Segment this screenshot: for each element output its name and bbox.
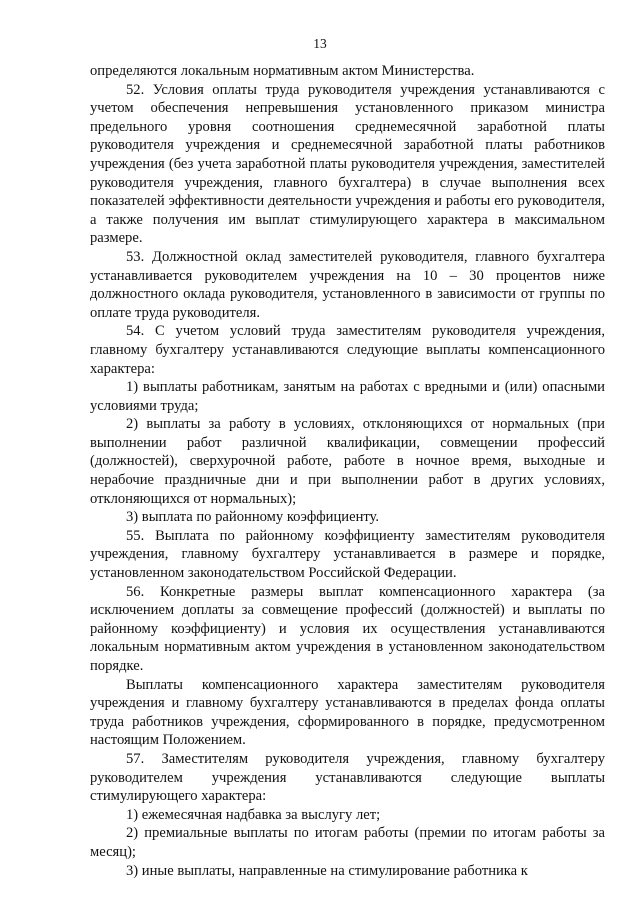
page-number: 13: [313, 36, 327, 51]
paragraph-56: 56. Конкретные размеры выплат компенсационного характера (за исключением доплаты за совмещение профессий (должностей) и выплаты по районному коэффициенту) и условия их осуществления устанавливаются локальным нормативным актом учреждения в установленном законодательством порядке.: [90, 583, 605, 674]
paragraph-52: 52. Условия оплаты труда руководителя учреждения устанавливаются с учетом обеспечения непревышения установленного приказом министра предельного уровня соотношения среднемесячной заработной платы руководителя учреждения и среднемесячной заработной платы работников учреждения (без учета заработной платы руководителя учреждения, заместителей руководителя учреждения, главного бухгалтера) в случае выполнения всех показателей эффективности деятельности учреждения и работы его руководителя, а также получения им выплат стимулирующего характера в максимальном размере.: [90, 81, 605, 247]
paragraph-56-note: Выплаты компенсационного характера заместителям руководителя учреждения и главному бухгалтеру устанавливаются в пределах фонда оплаты труда работников учреждения, сформированного в порядке, предусмотренном настоящим Положением.: [90, 676, 605, 749]
list-item-54-3: 3) выплата по районному коэффициенту.: [126, 509, 380, 526]
paragraph-54: 54. С учетом условий труда заместителям руководителя учреждения, главному бухгалтеру устанавливаются следующие выплаты компенсационного характера:: [90, 323, 605, 377]
paragraph-57: 57. Заместителям руководителя учреждения, главному бухгалтеру руководителем учреждения устанавливаются следующие выплаты стимулирующего характера:: [90, 750, 605, 805]
paragraph-53: 53. Должностной оклад заместителей руководителя, главного бухгалтера устанавливается руководителем учреждения на 10 – 30 процентов ниже должностного оклада руководителя, установленного в зависимости от группы по оплате труда руководителя.: [90, 248, 605, 321]
list-item-57-3: 3) иные выплаты, направленные на стимулирование работника к: [126, 862, 528, 879]
paragraph-continuation: определяются локальным нормативным актом Министерства.: [90, 63, 475, 79]
list-item-57-1: 1) ежемесячная надбавка за выслугу лет;: [126, 806, 381, 823]
paragraph-55: 55. Выплата по районному коэффициенту заместителям руководителя учреждения, главному бухгалтеру устанавливается в размере и порядке, установленном законодательством Российской Федерации.: [90, 527, 605, 582]
list-item-54-2: 2) выплаты за работу в условиях, отклоняющихся от нормальных (при выполнении работ различной квалификации, совмещении профессий (должностей), сверхурочной работе, работе в ночное время, выходные и нерабочие праздничные дни и при выполнении работ в других условиях, отклоняющихся от нормальных);: [90, 416, 605, 507]
list-item-54-1: 1) выплаты работникам, занятым на работах с вредными и (или) опасными условиями труда;: [90, 379, 605, 414]
list-item-57-2: 2) премиальные выплаты по итогам работы (премии по итогам работы за месяц);: [90, 825, 605, 860]
document-body: [90, 62, 605, 880]
